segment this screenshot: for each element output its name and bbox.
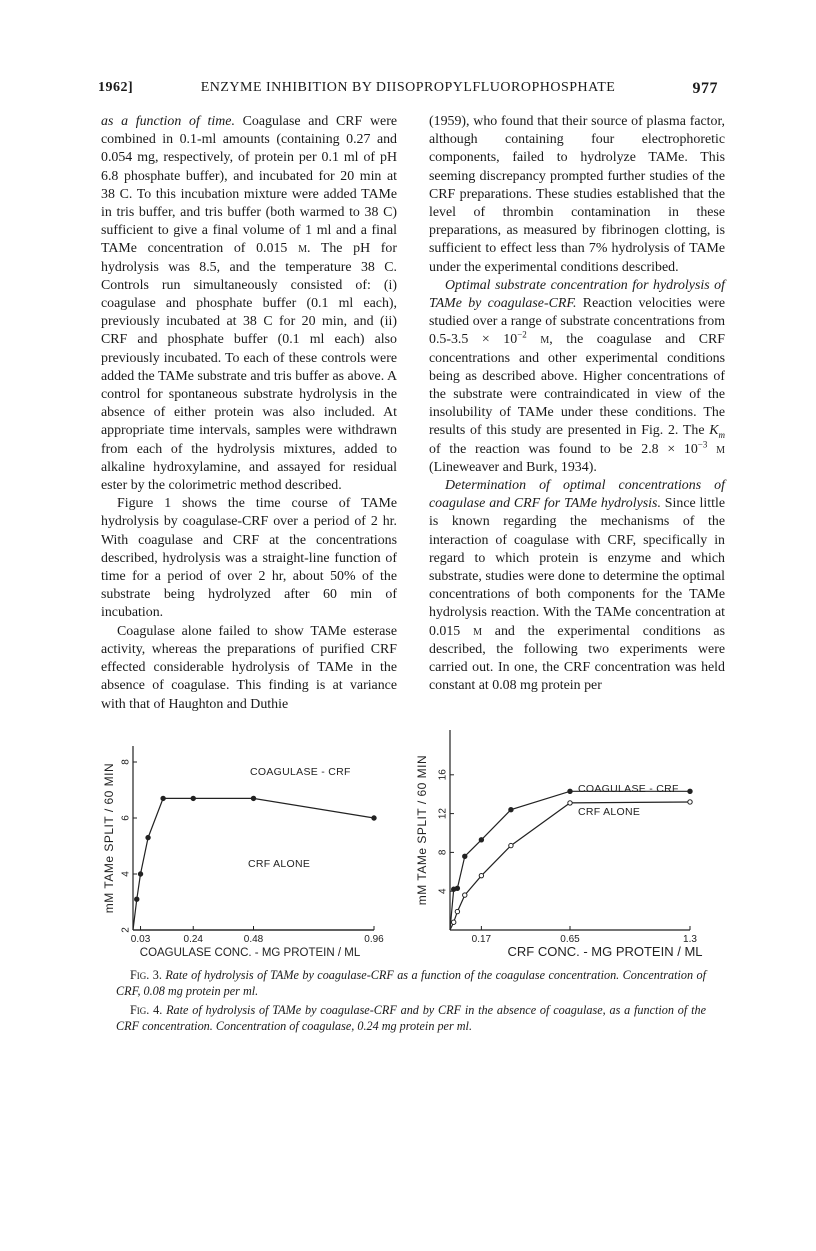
data-point — [509, 843, 513, 847]
data-point — [455, 909, 459, 913]
y-tick-label: 2 — [120, 927, 132, 933]
km-subscript: m — [718, 430, 725, 441]
data-point — [251, 796, 255, 800]
figure-3-caption-text: Rate of hydrolysis of TAMe by coagulase-CRF as a function of the coagulase concentration. Concentration of CRF, 0.08 mg protein per ml. — [116, 968, 706, 999]
data-point — [372, 816, 376, 820]
unit-molar: m — [526, 332, 550, 348]
km-symbol: K — [709, 423, 719, 439]
left-column — [101, 113, 397, 714]
data-point — [688, 789, 692, 793]
figure-3 — [100, 722, 400, 962]
data-point — [451, 920, 455, 924]
right-paragraph-3 — [429, 477, 725, 695]
unit-molar: m — [707, 441, 725, 457]
y-axis-label: mM TAMe SPLIT / 60 MIN — [102, 762, 116, 914]
data-point — [463, 854, 467, 858]
right-paragraph-1: (1959), who found that their source of plasma factor, although containing four electrophoretic components, failed to hydrolyze TAMe. This seeming discrepancy prompted further studies of the CRF preparations. These studies established that the level of thrombin contamination in these preparations, as measured by fibrinogen clotting, is sufficient to effect less than 7% hydrolysis of TAMe under the experimental conditions described. — [429, 114, 725, 275]
running-header — [98, 80, 718, 102]
data-point — [479, 838, 483, 842]
series-label: CRF ALONE — [578, 806, 641, 818]
data-point — [463, 893, 467, 897]
text-run: of the reaction was found to be 2.8 × 10 — [429, 441, 698, 457]
figure-4-chart — [410, 722, 720, 962]
series-label: CRF ALONE — [248, 858, 311, 870]
data-point — [568, 801, 572, 805]
exponent: −2 — [517, 329, 527, 340]
left-paragraph-2: Figure 1 shows the time course of TAMe hydrolysis by coagulase-CRF over a period of 2 hr. With coagulase and CRF at the concentrations described, hydrolysis was a straight-line function of time for a period of over 2 hr, about 50% of the substrate being hydrolyzed after 60 min of incubation. — [101, 496, 397, 621]
unit-molar: m — [298, 241, 307, 257]
x-axis-label: COAGULASE CONC. - MG PROTEIN / ML — [139, 947, 361, 959]
text-run: Since little is known regarding the mechanisms of the interaction of coagulase with CRF, specifically in regard to which protein is enzyme and which substrate, studies were done to determine the optimal concentrations of both components for the TAMe hydrolysis reaction. With the TAMe concentration at 0.015 — [429, 496, 725, 639]
text-run: . The pH for hydrolysis was 8.5, and the temperature 38 C. Controls run simultaneously consisted of: (i) coagulase and phosphate buffer (0.1 ml each), previously incubated at 38 C for 20 min, and (ii) CRF and phosphate buffer (0.1 ml each) also previously incubated. To each of these controls were added the TAMe substrate and tris buffer as above. A control for spontaneous substrate hydrolysis in the absence of either protein was also included. At appropriate time intervals, samples were withdrawn from each of the hydrolysis mixtures, added to alkaline hydroxylamine, and assayed for residual ester by the colorimetric method described. — [101, 241, 397, 494]
figure-4 — [410, 722, 720, 962]
x-tick-label: 1.3 — [683, 934, 697, 945]
data-point — [509, 808, 513, 812]
x-tick-label: 0.48 — [243, 934, 264, 945]
x-tick-label: 0.96 — [364, 934, 384, 945]
data-point — [146, 835, 150, 839]
y-tick-label: 12 — [437, 808, 449, 820]
header-year: 1962] — [98, 80, 134, 95]
data-point — [479, 873, 483, 877]
y-tick-label: 4 — [120, 871, 132, 877]
figure-3-caption — [116, 967, 706, 1000]
figure-4-caption — [116, 1002, 706, 1035]
y-tick-label: 8 — [437, 849, 449, 856]
x-axis-label: CRF CONC. - MG PROTEIN / ML — [507, 944, 703, 959]
text-run: and the experimental conditions as described, the following two experiments were carried out. In one, the CRF concentration was held constant at 0.08 mg protein per — [429, 623, 725, 694]
figure-4-caption-text: Rate of hydrolysis of TAMe by coagulase-CRF and by CRF in the absence of coagulase, as a function of the CRF concentration. Concentration of coagulase, 0.24 mg protein per ml. — [116, 1002, 706, 1034]
section-heading: Optimal substrate concentration for hydrolysis of TAMe by coagulase-CRF. — [429, 277, 725, 312]
y-tick-label: 6 — [120, 815, 132, 821]
series-label: COAGULASE - CRF — [578, 783, 679, 795]
x-tick-label: 0.24 — [183, 934, 203, 945]
x-tick-label: 0.17 — [471, 934, 492, 945]
x-tick-label: 0.03 — [130, 934, 151, 945]
text-run: , the coagulase and CRF concentrations and other experimental conditions being as described above. Higher concentrations of the substrate were contraindicated in view of the insolubility of TAMe under these conditions. The results of this study are presented in Fig. 2. The — [429, 332, 725, 439]
data-point — [138, 872, 142, 876]
data-point — [455, 886, 459, 890]
right-column — [429, 113, 725, 696]
data-point — [688, 800, 692, 804]
left-paragraph-3: Coagulase alone failed to show TAMe esterase activity, whereas the preparations of purified CRF effected considerable hydrolysis of TAMe in the absence of coagulase. This finding is at variance with that of Haughton and Duthie — [101, 623, 397, 712]
data-point — [135, 897, 139, 901]
data-point — [191, 796, 195, 800]
exponent: −3 — [697, 439, 708, 450]
left-paragraph-1 — [101, 113, 397, 495]
figure-3-chart — [100, 722, 400, 962]
x-tick-label: 0.65 — [560, 934, 580, 945]
y-tick-label: 4 — [437, 888, 449, 894]
figure-captions — [116, 967, 706, 1037]
series-line-2 — [450, 802, 690, 930]
figure-4-label: Fig. 4. — [130, 1002, 163, 1017]
data-point — [568, 789, 572, 793]
y-tick-label: 8 — [120, 759, 132, 765]
text-run: Coagulase and CRF were combined in 0.1-ml amounts (containing 0.27 and 0.054 mg, respectively, of protein per 0.1 ml of pH 6.8 phosphate buffer), and incubated for 20 min at 38 C. To this incubation mixture were added TAMe in tris buffer, and tris buffer (both warmed to 38 C) sufficient to give a final volume of 1 ml and a final TAMe concentration of 0.015 — [101, 114, 397, 257]
run-in-heading: as a function of time. — [101, 114, 235, 129]
series-line-1 — [450, 791, 690, 930]
text-run: Reaction velocities were studied over a range of substrate concentrations from 0.5-3.5 × 10 — [429, 296, 725, 348]
y-axis-label: mM TAMe SPLIT / 60 MIN — [415, 754, 429, 906]
data-point — [161, 796, 165, 800]
right-paragraph-2 — [429, 277, 725, 477]
figure-3-label: Fig. 3. — [130, 968, 162, 982]
section-heading: Determination of optimal concentrations of coagulase and CRF for TAMe hydrolysis. — [429, 478, 725, 512]
page-number: 977 — [692, 80, 718, 97]
header-title: ENZYME INHIBITION BY DIISOPROPYLFLUOROPHOSPHATE — [200, 80, 616, 95]
series-label: COAGULASE - CRF — [250, 766, 351, 778]
text-run: (Lineweaver and Burk, 1934). — [429, 459, 597, 475]
unit-molar: m — [473, 623, 482, 639]
y-tick-label: 16 — [437, 769, 449, 781]
